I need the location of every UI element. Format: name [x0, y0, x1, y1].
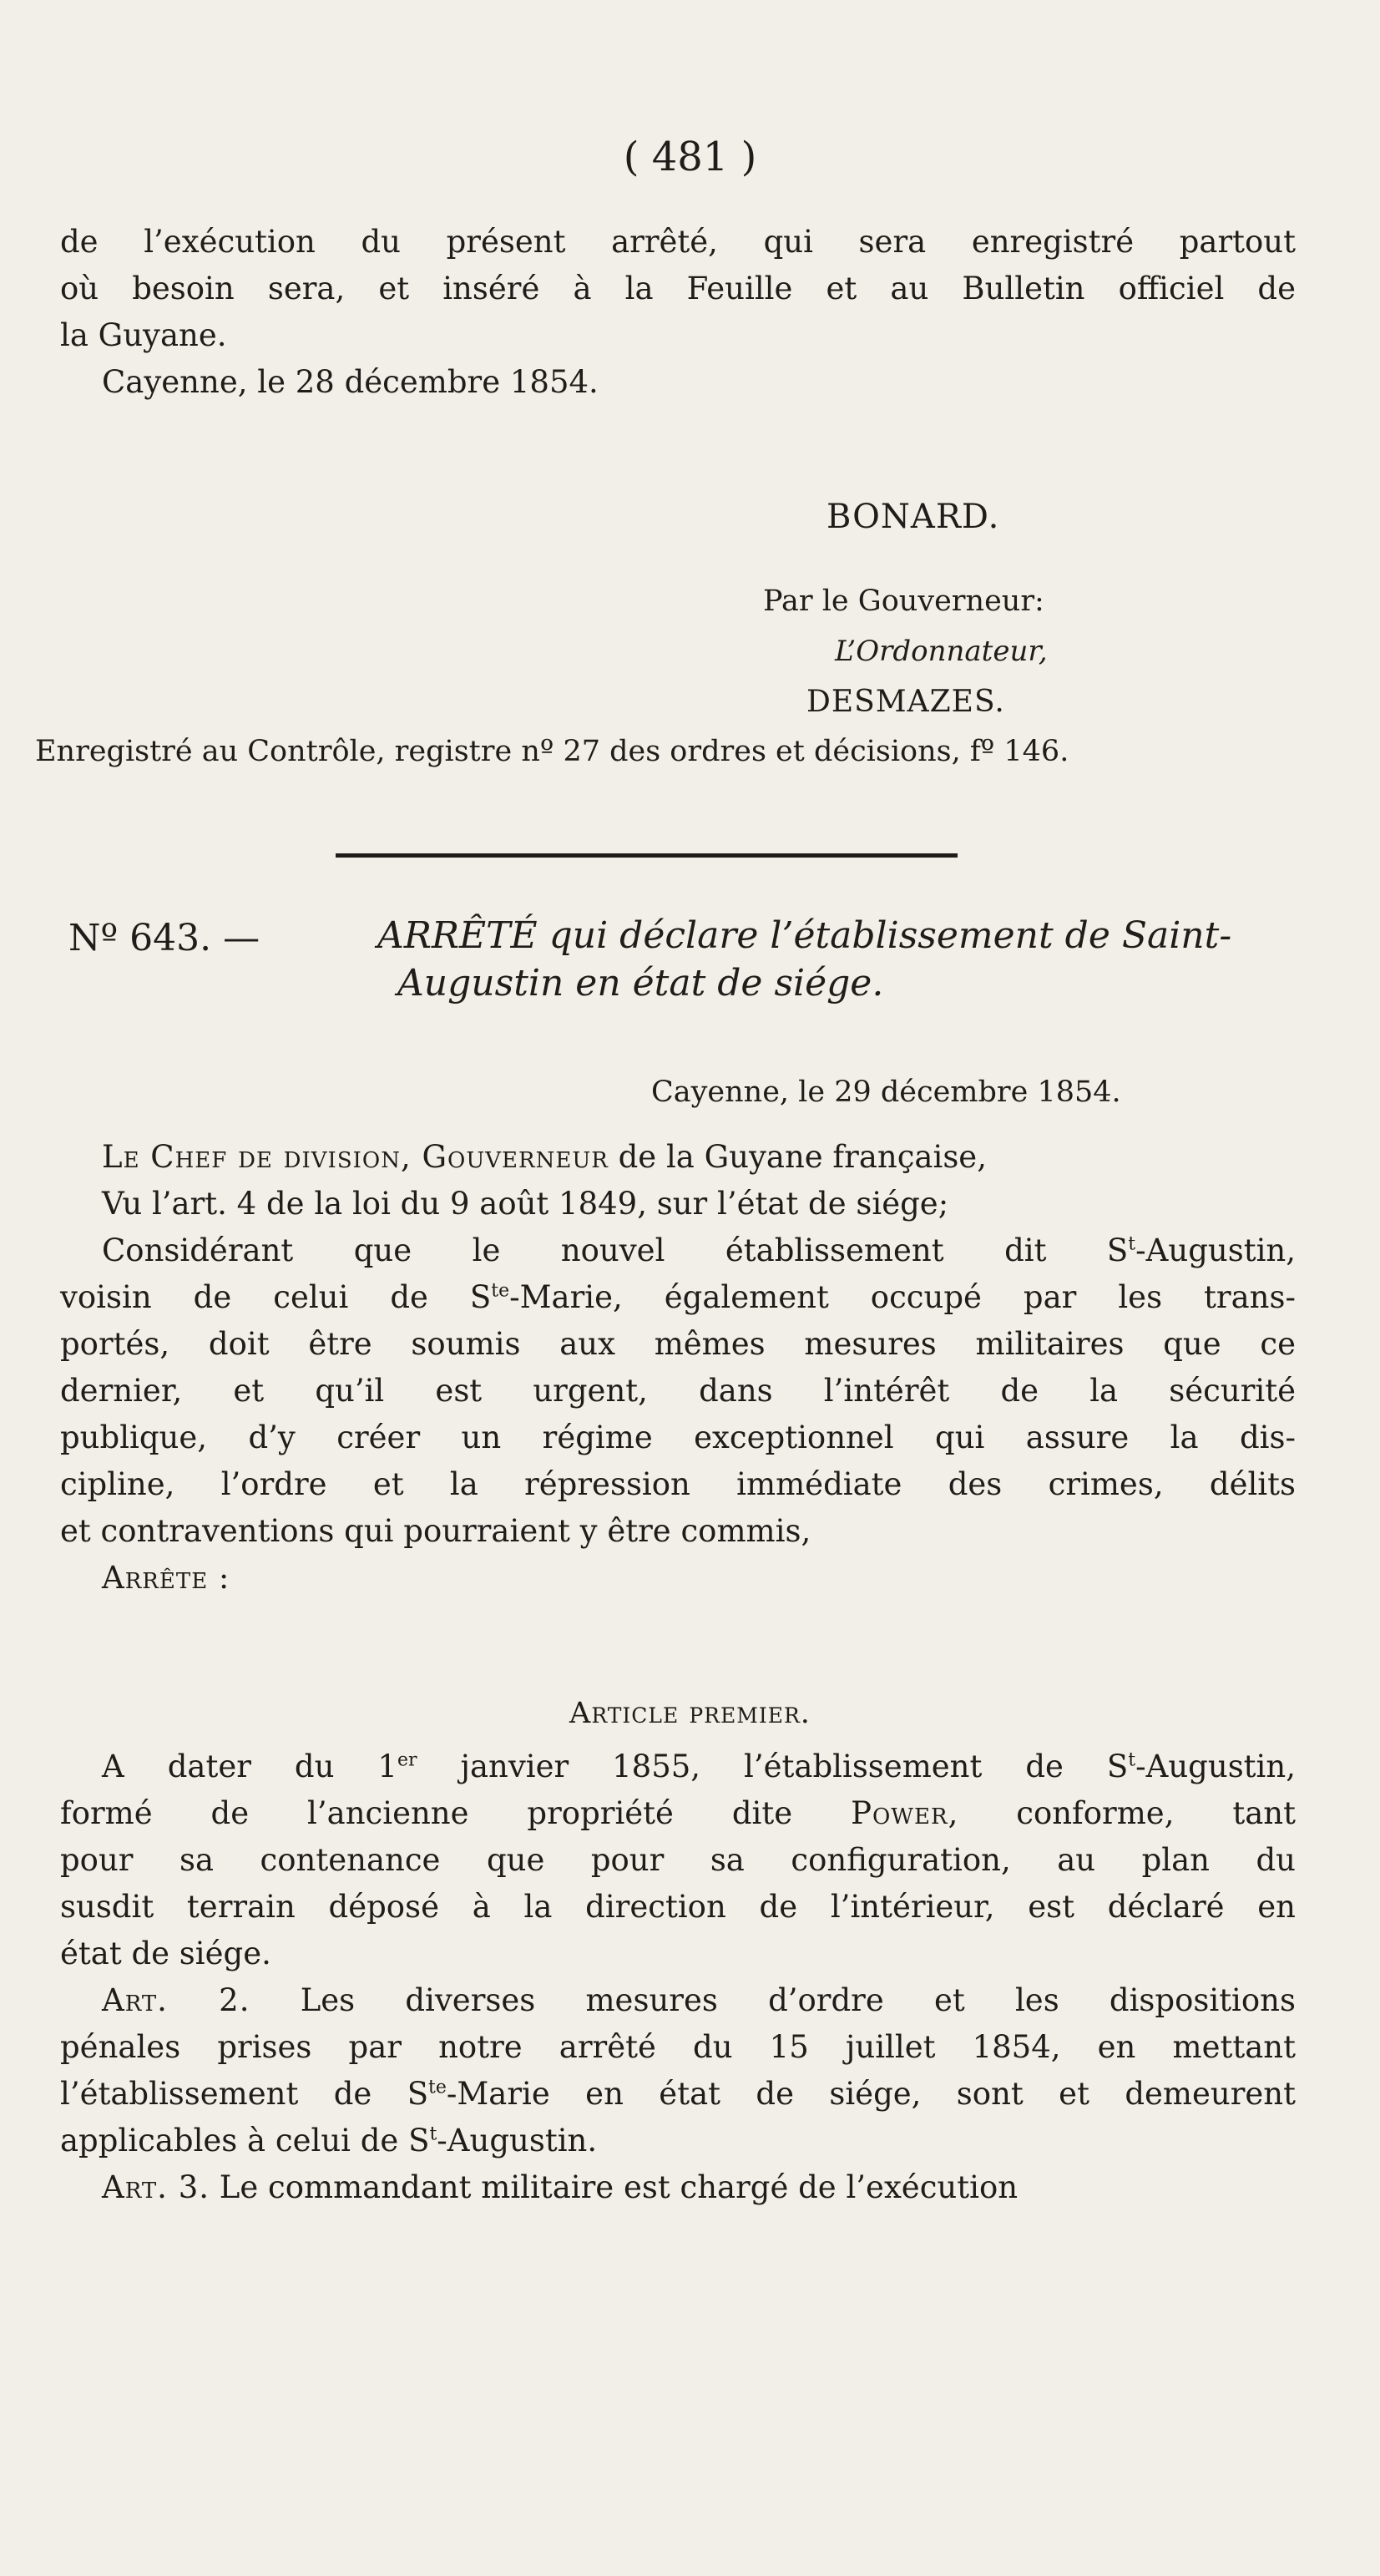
considerant-line: voisin de celui de $S^{te}$-Marie, également occupé par les trans-	[60, 1279, 1296, 1315]
article-3-line: Art. 3. Le commandant militaire est chargé de l’exécution	[102, 2169, 1019, 2205]
considerant-line: et contraventions qui pourraient y être commis,	[60, 1513, 811, 1549]
preamble-issuer: Le Chef de division, Gouverneur	[102, 1139, 609, 1175]
text-line: où besoin sera, et inséré à la Feuille et au Bulletin officiel de	[60, 271, 1296, 306]
vu-line: Vu l’art. 4 de la loi du 9 août 1849, sur l’état de siége;	[102, 1186, 949, 1222]
signature-governor: BONARD.	[826, 498, 1000, 536]
section-divider	[336, 853, 958, 858]
article-1-line: formé de l’ancienne propriété dite Power, conforme, tant	[60, 1795, 1296, 1831]
article-1-line: pour sa contenance que pour sa configuration, au plan du	[60, 1842, 1296, 1878]
article-1-line: susdit terrain déposé à la direction de l’intérieur, est déclaré en	[60, 1889, 1296, 1925]
decree-dash: —	[223, 917, 260, 959]
article-3-label: Art. 3.	[102, 2169, 210, 2205]
preamble-line: Le Chef de division, Gouverneur de la Guyane française,	[102, 1139, 987, 1175]
article-2-line: Art. 2. Les diverses mesures d’ordre et les dispositions	[102, 1982, 1296, 2018]
decree-date: Cayenne, le 29 décembre 1854.	[651, 1075, 1121, 1109]
article-1-line: état de siége.	[60, 1936, 271, 1971]
considerant-line: Considérant que le nouvel établissement dit $S^t$-Augustin,	[102, 1232, 1296, 1268]
article-2-label: Art. 2.	[102, 1982, 250, 2018]
previous-decree-closing	[60, 219, 1296, 406]
decree-title-line-1: ARRÊTÉ qui déclare l’établissement de Saint-	[377, 914, 1232, 957]
article-2	[60, 1977, 1296, 2164]
signature-ordonnateur-title: L’Ordonnateur,	[835, 635, 1048, 668]
considerant-line: publique, d’y créer un régime exceptionnel qui assure la dis-	[60, 1420, 1296, 1455]
article-2-line: l’établissement de $S^{te}$-Marie en état de siége, sont et demeurent	[60, 2076, 1296, 2112]
article-3	[60, 2164, 1296, 2211]
considerant-line: cipline, l’ordre et la répression immédiate des crimes, délits	[60, 1466, 1296, 1502]
registration-note: Enregistré au Contrôle, registre nº 27 des ordres et décisions, fº 146.	[35, 735, 1069, 768]
signature-par-label: Par le Gouverneur:	[763, 585, 1044, 618]
page-number: ( 481 )	[623, 134, 757, 180]
article-1-line: A dater du 1er janvier 1855, l’établissement de $S^t$-Augustin,	[102, 1749, 1296, 1784]
article-1	[60, 1743, 1296, 1977]
considerant-line: portés, doit être soumis aux mêmes mesures militaires que ce	[60, 1326, 1296, 1362]
decree-title-line-2: Augustin en état de siége.	[397, 962, 884, 1005]
arrete-label: Arrête :	[102, 1560, 230, 1596]
signature-ordonnateur-name: DESMAZES.	[806, 685, 1005, 719]
article-2-line: pénales prises par notre arrêté du 15 juillet 1854, en mettant	[60, 2029, 1296, 2065]
decree-number-text: Nº 643.	[68, 917, 212, 959]
considerant-line: dernier, et qu’il est urgent, dans l’intérêt de la sécurité	[60, 1373, 1296, 1409]
text-line: de l’exécution du présent arrêté, qui sera enregistré partout	[60, 224, 1296, 260]
decree-preamble	[60, 1134, 1296, 1602]
article-2-line: applicables à celui de $S^t$-Augustin.	[60, 2123, 598, 2158]
article-premier-heading: Article premier.	[569, 1697, 811, 1730]
closing-date: Cayenne, le 28 décembre 1854.	[102, 364, 599, 400]
decree-number	[68, 917, 260, 959]
text-line: la Guyane.	[60, 317, 227, 353]
